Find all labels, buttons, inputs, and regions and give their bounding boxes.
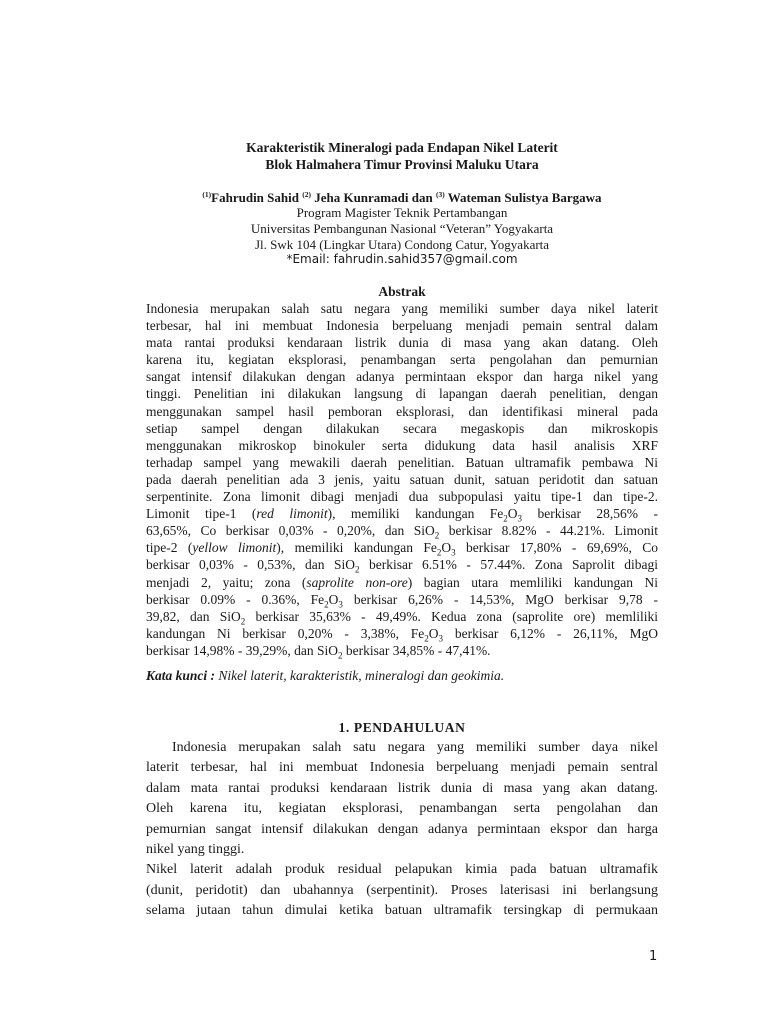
page-number: 1 (649, 949, 658, 964)
abstract-heading: Abstrak (378, 284, 426, 299)
abstract-line: sangat intensif dilakukan dengan adanya permintaan ekspor dan harga nikel yang (146, 369, 658, 385)
abstract-line: Indonesia merupakan salah satu negara yang memiliki sumber daya nikel laterit (146, 301, 658, 316)
keywords-label: Kata kunci : (146, 668, 216, 683)
abstract-line: tipe-2 (yellow limonit), memiliki kandungan $Fe_2O_3$ berkisar 17,80% - 69,69%, Co (146, 540, 658, 557)
affiliation-address: Jl. Swk 104 (Lingkar Utara) Condong Catur, Yogyakarta (254, 237, 550, 252)
abstract-line: kandungan Ni berkisar 0,20% - 3,38%, $Fe_2O_3$ berkisar 6,12% - 26,11%, MgO (146, 625, 658, 642)
paragraph-line: selama jutaan tahun dimulai ketika batuan ultramafik tersingkap di permukaan (146, 903, 658, 919)
keywords-text: Nikel laterit, karakteristik, mineralogi dan geokimia. (215, 668, 505, 683)
author-1-affiliation-mark: (1) (202, 190, 212, 199)
abstract-line: menggunakan mikroskop binokuler serta didukung data hasil analisis XRF (146, 437, 658, 453)
abstract-line: mata rantai produksi kendaraan listrik dunia di masa yang akan datang. Oleh (146, 335, 658, 351)
abstract-line: menjadi 2, yaitu; zona (saprolite non-ore) bagian utara memliliki kandungan Ni (146, 574, 658, 590)
author-3-affiliation-mark: (3) (435, 190, 445, 199)
paper-title-line-1: Karakteristik Mineralogi pada Endapan Nikel Laterit (246, 140, 558, 155)
abstract-line: berkisar 0.09% - 0.36%, $Fe_2O_3$ berkisar 6,26% - 14,53%, MgO berkisar 9,78 - (146, 591, 658, 608)
abstract-body (146, 300, 658, 659)
paper-title-line-2: Blok Halmahera Timur Provinsi Maluku Utara (265, 157, 539, 172)
author-line (146, 187, 658, 206)
abstract-line: karena itu, kegiatan eksplorasi, penambangan serta pengolahan dan pemurnian (146, 352, 658, 368)
abstract-line: terbesar, hal ini membuat Indonesia berpeluang menjadi pemain sentral dalam (146, 318, 658, 334)
abstract-line: 39,82, dan SiO$_2$ berkisar 35,63% - 49,49%. Kedua zona (saprolite ore) memliliki (146, 608, 658, 625)
paragraph-line: Oleh karena itu, kegiatan eksplorasi, penambangan serta pengolahan dan (146, 801, 658, 817)
author-1-name: Fahrudin Sahid (211, 190, 303, 205)
author-2-name: Jeha Kunramadi dan (310, 190, 436, 205)
abstract-line: terhadap sampel yang mewakili daerah penelitian. Batuan ultramafik pembawa Ni (146, 454, 658, 470)
abstract-line: serpentinite. Zona limonit dibagi menjadi dua subpopulasi yaitu tipe-1 dan tipe-2. (146, 489, 658, 505)
author-email: *Email: fahrudin.sahid357@gmail.com (286, 252, 518, 266)
paragraph-line: laterit terbesar, hal ini membuat Indonesia berpeluang menjadi pemain sentral (146, 760, 658, 776)
paragraph-line: Indonesia merupakan salah satu negara yang memiliki sumber daya nikel (172, 740, 658, 755)
section-body-pendahuluan (146, 738, 658, 922)
affiliation-university: Universitas Pembangunan Nasional “Veteran” Yogyakarta (250, 221, 554, 236)
author-2-affiliation-mark: (2) (302, 190, 311, 199)
abstract-line: pada daerah penelitian ada 3 jenis, yaitu satuan dunit, satuan peridotit dan satuan (146, 471, 658, 487)
abstract-line: 63,65%, Co berkisar 0,03% - 0,20%, dan SiO$_2$ berkisar 8.82% - 44.21%. Limonit (146, 523, 658, 540)
paragraph-line: Nikel laterit adalah produk residual pelapukan kimia pada batuan ultramafik (146, 862, 658, 878)
abstract-line: Limonit tipe-1 (red limonit), memiliki kandungan $Fe_2O_3$ berkisar 28,56% - (146, 506, 658, 523)
paragraph-line: pemurnian sangat intensif dilakukan dengan adanya permintaan ekspor dan harga (146, 821, 658, 837)
abstract-line: berkisar 0,03% - 0,53%, dan SiO$_2$ berkisar 6.51% - 57.44%. Zona Saprolit dibagi (146, 557, 658, 574)
paragraph-line: (dunit, peridotit) dan ubahannya (serpentinit). Proses laterisasi ini berlangsung (146, 882, 658, 898)
paragraph-line: nikel yang tinggi. (146, 841, 245, 857)
abstract-line: berkisar 14,98% - 39,29%, dan SiO$_2$ berkisar 34,85% - 47,41%. (146, 642, 491, 659)
keywords (146, 668, 658, 684)
abstract-line: setiap sampel dengan dilakukan secara megaskopis dan mikroskopis (146, 420, 658, 436)
abstract-line: menggunakan sampel hasil pemboran eksplorasi, dan identifikasi mineral pada (146, 403, 658, 419)
abstract-line: tinggi. Penelitian ini dilakukan langsung di lapangan daerah penelitian, dengan (146, 386, 658, 402)
author-3-name: Wateman Sulistya Bargawa (444, 190, 602, 205)
paragraph-line: dalam mata rantai produksi kendaraan listrik dunia di masa yang akan datang. (146, 780, 658, 796)
affiliation-program: Program Magister Teknik Pertambangan (296, 205, 508, 220)
section-heading-pendahuluan: 1. PENDAHULUAN (338, 720, 466, 735)
